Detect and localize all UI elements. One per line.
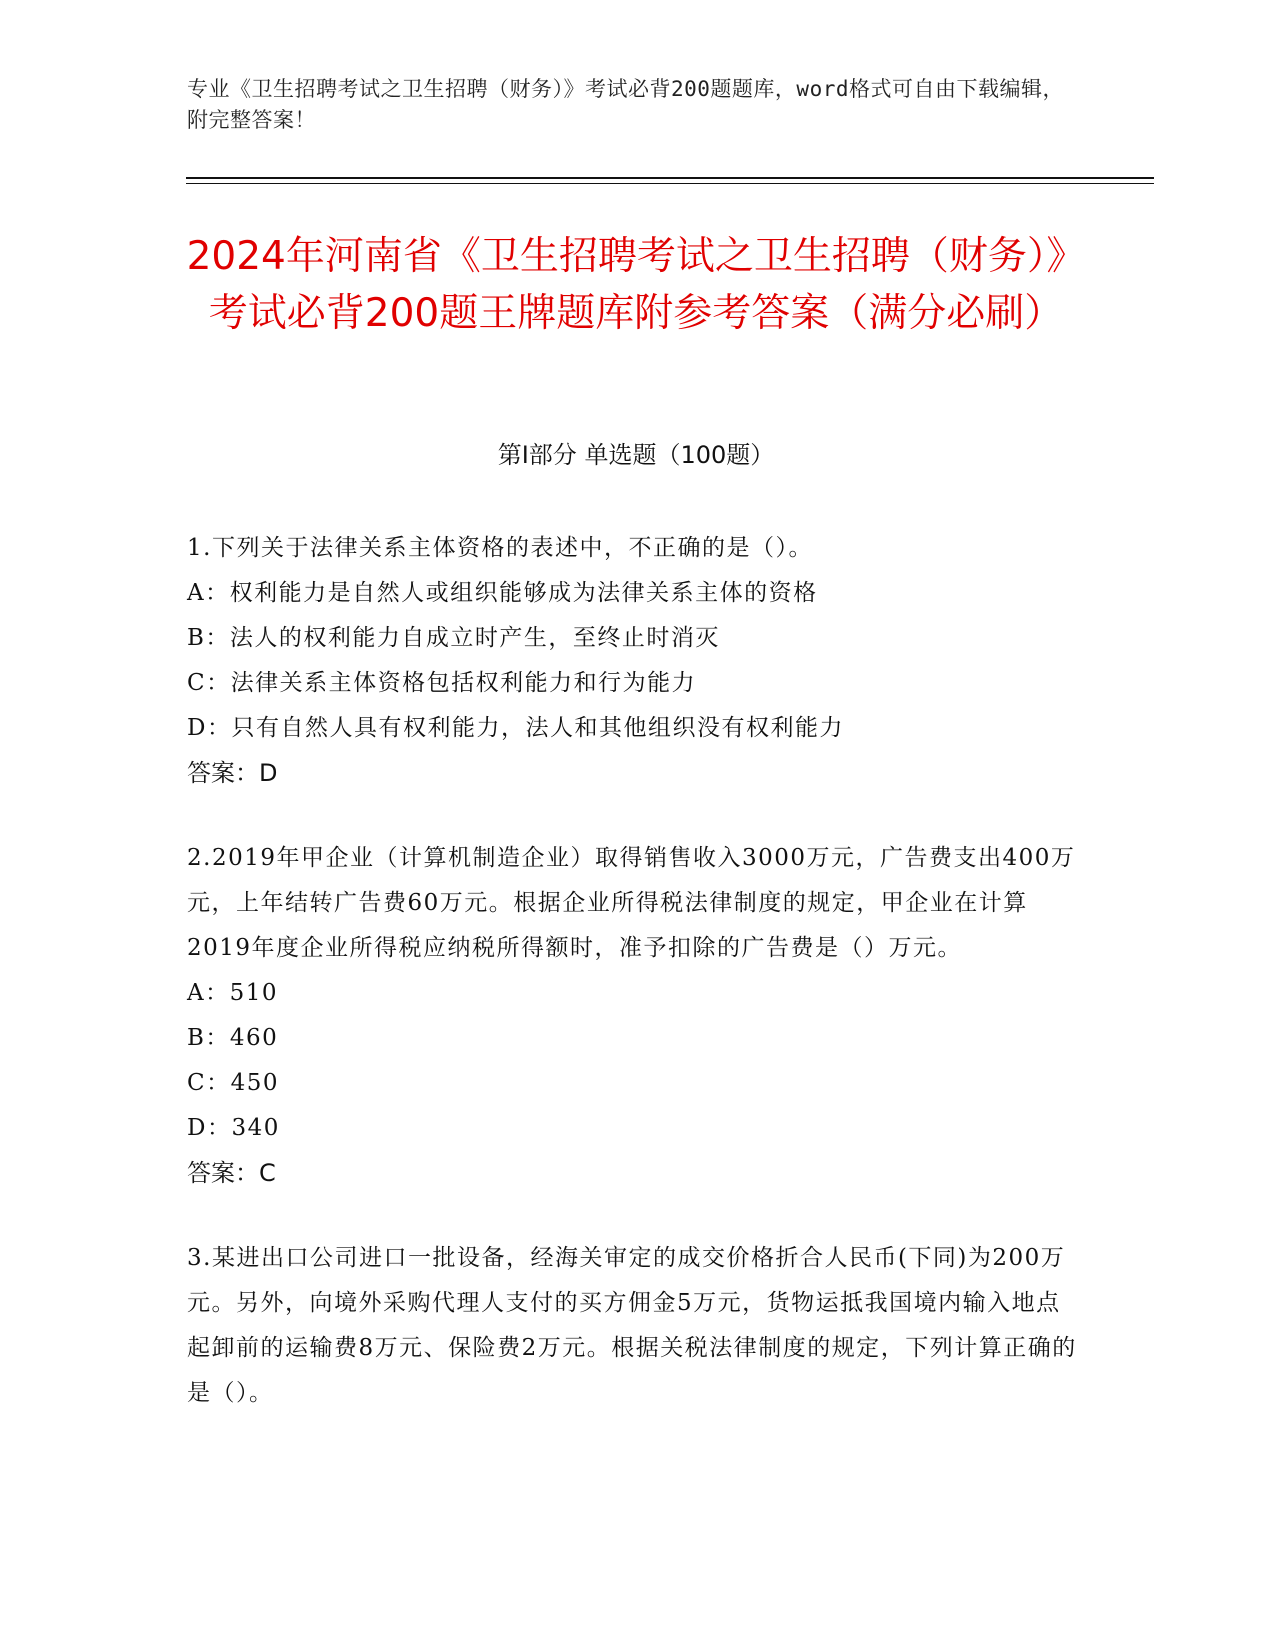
section-heading: 第I部分 单选题（100题） [497, 441, 775, 469]
header-divider-thick [186, 177, 1154, 179]
option-c: C：450 [187, 1070, 279, 1096]
option-d: D：只有自然人具有权利能力，法人和其他组织没有权利能力 [187, 715, 844, 741]
option-a: A：510 [187, 980, 279, 1006]
header-divider-thin [186, 183, 1154, 184]
question-stem: 1.下列关于法律关系主体资格的表述中，不正确的是（）。 [187, 535, 813, 561]
option-c: C：法律关系主体资格包括权利能力和行为能力 [187, 670, 697, 696]
question-2 [187, 836, 1077, 1196]
question-list [187, 526, 1077, 1456]
document-title: 2024年河南省《卫生招聘考试之卫生招聘（财务）》考试必背200题王牌题库附参考答案（满分必刷） [186, 234, 1086, 336]
option-d: D：340 [187, 1115, 280, 1141]
question-3 [187, 1236, 1077, 1416]
question-stem: 3.某进出口公司进口一批设备，经海关审定的成交价格折合人民币(下同)为200万元。另外，向境外采购代理人支付的买方佣金5万元，货物运抵我国境内输入地点起卸前的运输费8万元、保险费2万元。根据关税法律制度的规定，下列计算正确的是（）。 [187, 1245, 1077, 1406]
option-a: A：权利能力是自然人或组织能够成为法律关系主体的资格 [187, 580, 818, 606]
answer: 答案：C [187, 1159, 276, 1187]
question-1 [187, 526, 1077, 796]
question-stem: 2.2019年甲企业（计算机制造企业）取得销售收入3000万元，广告费支出400万元，上年结转广告费60万元。根据企业所得税法律制度的规定，甲企业在计算2019年度企业所得税应纳税所得额时，准予扣除的广告费是（）万元。 [187, 845, 1076, 961]
header-note: 专业《卫生招聘考试之卫生招聘（财务）》考试必背200题题库，word格式可自由下载编辑，附完整答案！ [187, 77, 1064, 132]
answer: 答案：D [187, 759, 278, 787]
option-b: B：法人的权利能力自成立时产生，至终止时消灭 [187, 625, 720, 651]
option-b: B：460 [187, 1025, 279, 1051]
